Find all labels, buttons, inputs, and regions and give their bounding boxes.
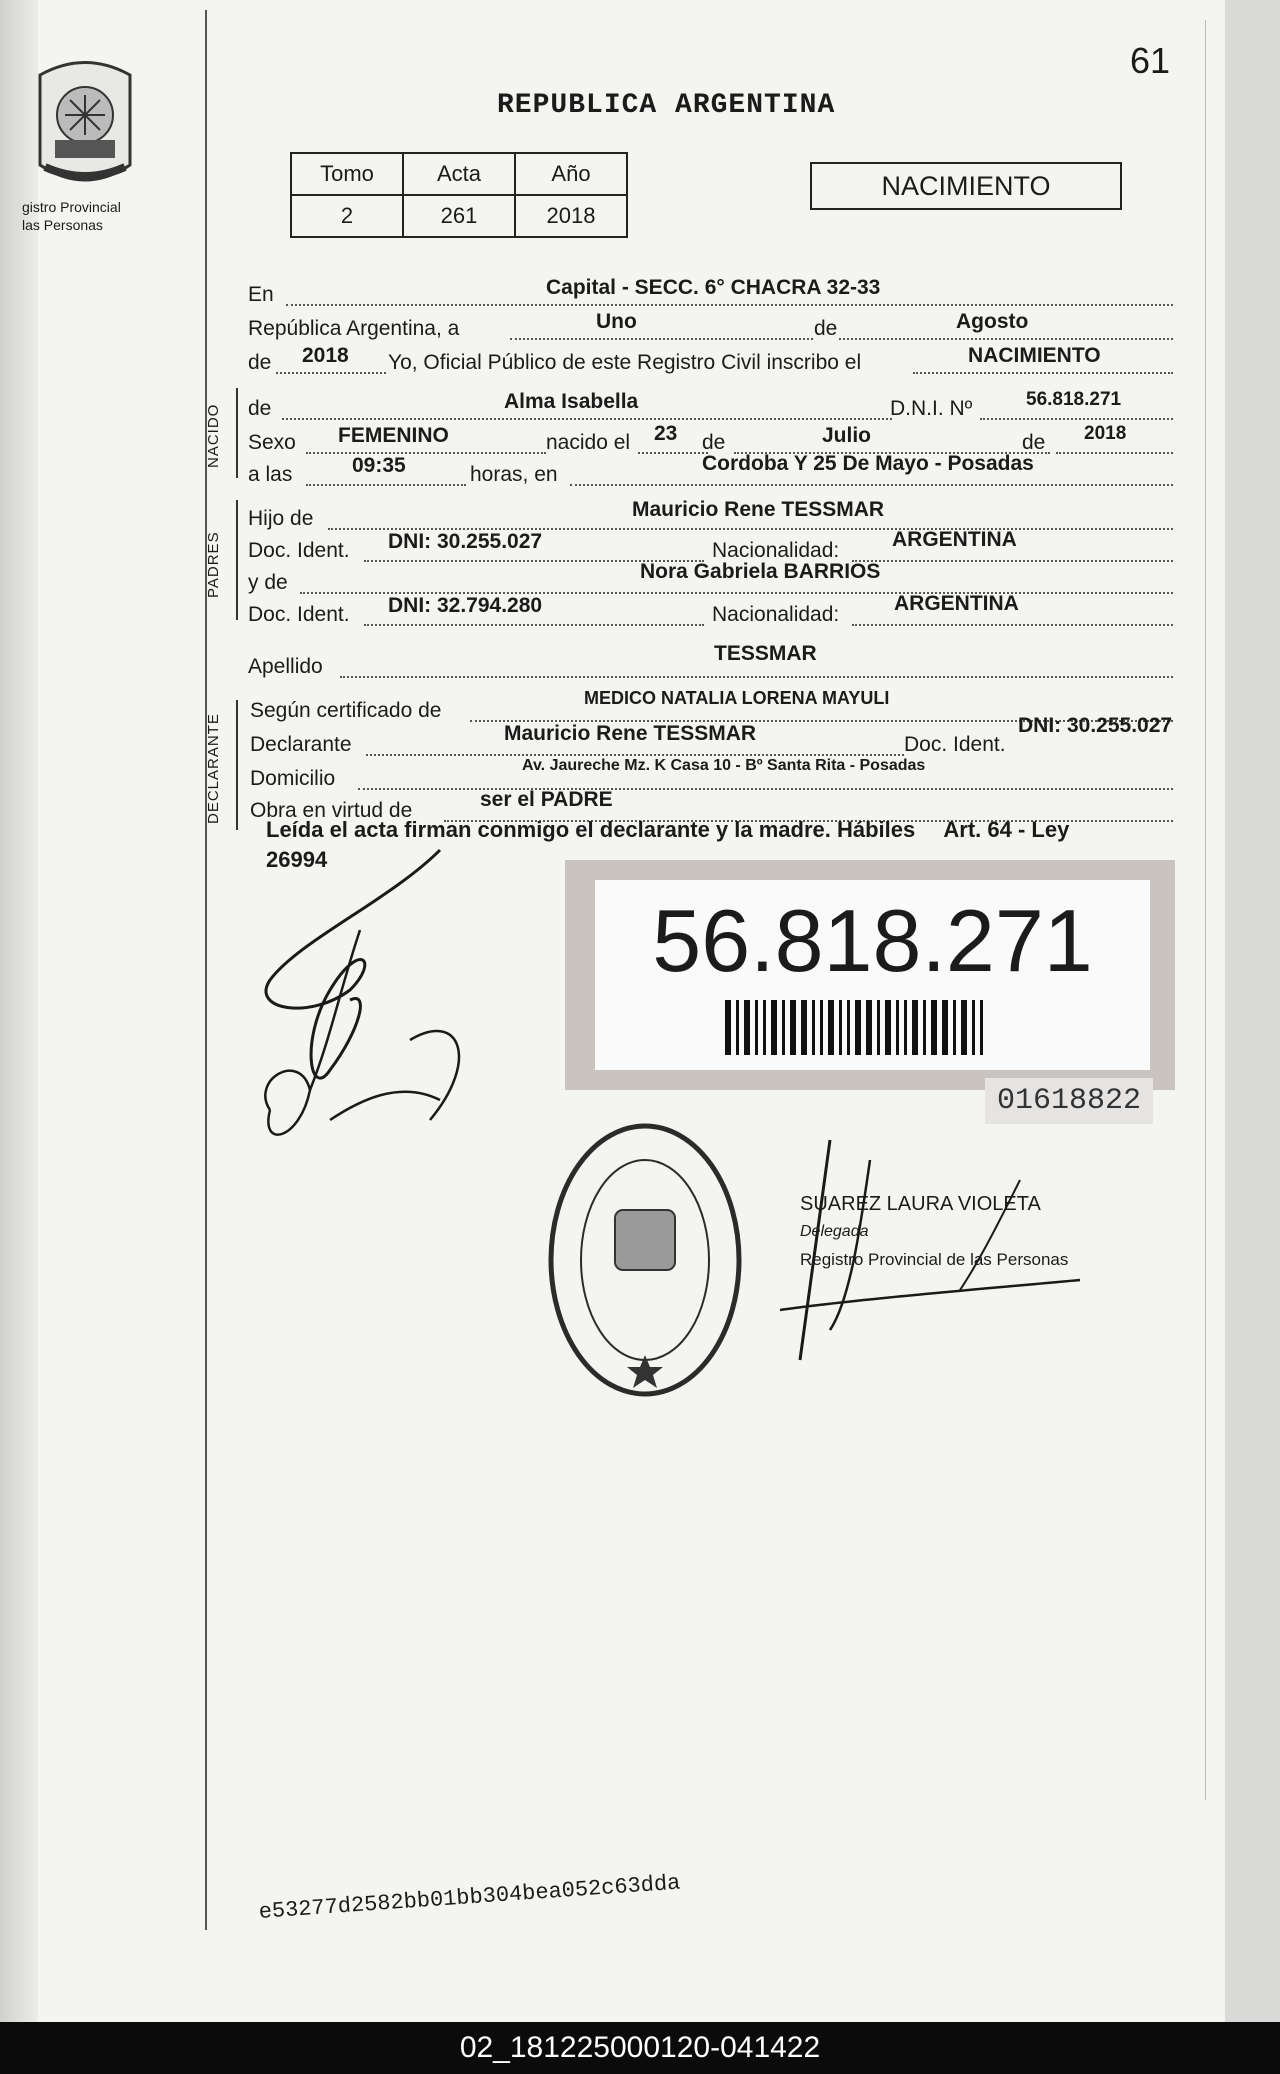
father-name-value: Mauricio Rene TESSMAR bbox=[632, 498, 885, 521]
barcode-bar bbox=[736, 1000, 739, 1055]
declarante-section-label: DECLARANTE bbox=[205, 713, 222, 824]
intro-line-1 bbox=[248, 276, 1173, 310]
child-dni-value: 56.818.271 bbox=[1026, 389, 1122, 410]
nacido-bracket bbox=[236, 388, 238, 478]
padres-line-1 bbox=[248, 498, 1173, 534]
padres-section-label: PADRES bbox=[205, 531, 222, 598]
declarante-doc-value: DNI: 30.255.027 bbox=[1018, 714, 1173, 737]
logo-caption bbox=[22, 198, 121, 234]
acta-value: 261 bbox=[403, 195, 515, 237]
child-name-value: Alma Isabella bbox=[504, 390, 639, 413]
mother-nat-value: ARGENTINA bbox=[894, 592, 1019, 615]
tomo-header: Tomo bbox=[291, 153, 403, 195]
official-signature-icon bbox=[770, 1130, 1090, 1370]
barcode-bar bbox=[931, 1000, 937, 1055]
yde-label: y de bbox=[248, 571, 288, 594]
month-value: Agosto bbox=[956, 310, 1029, 333]
nacido-line-1 bbox=[248, 389, 1173, 424]
logo-caption-line1: gistro Provincial bbox=[22, 199, 121, 215]
official-name: SUAREZ LAURA VIOLETA bbox=[800, 1193, 1041, 1215]
barcode-bar bbox=[801, 1000, 807, 1055]
horas-label: horas, en bbox=[470, 463, 558, 486]
declarante-doc-label: Doc. Ident. bbox=[904, 733, 1006, 756]
barcode-bar bbox=[904, 1000, 907, 1055]
barcode-bar bbox=[763, 1000, 766, 1055]
statement-text: Yo, Oficial Público de este Registro Civil inscribo el bbox=[388, 351, 862, 374]
father-nat-value: ARGENTINA bbox=[892, 528, 1017, 551]
birth-place-value: Cordoba Y 25 De Mayo - Posadas bbox=[702, 452, 1034, 475]
intro-line-3 bbox=[248, 344, 1173, 378]
barcode-bar bbox=[828, 1000, 834, 1055]
tomo-value: 2 bbox=[291, 195, 403, 237]
barcode-bar bbox=[839, 1000, 842, 1055]
father-doc-value: DNI: 30.255.027 bbox=[388, 530, 543, 553]
acta-header: Acta bbox=[403, 153, 515, 195]
birth-year-value: 2018 bbox=[1084, 423, 1127, 444]
birth-time-value: 09:35 bbox=[352, 454, 406, 477]
barcode-bar bbox=[782, 1000, 785, 1055]
barcode-bar bbox=[953, 1000, 956, 1055]
declarant-signature-icon bbox=[240, 840, 500, 1180]
dni-label: D.N.I. Nº bbox=[890, 397, 973, 420]
official-org: Registro Provincial de las Personas bbox=[800, 1250, 1069, 1269]
barcode-bar bbox=[744, 1000, 750, 1055]
mother-doc-label: Doc. Ident. bbox=[248, 603, 350, 626]
barcode-bar bbox=[912, 1000, 918, 1055]
padres-line-3 bbox=[248, 560, 1173, 598]
barcode-bar bbox=[790, 1000, 796, 1055]
barcode-bar bbox=[847, 1000, 850, 1055]
padres-line-4 bbox=[248, 592, 1173, 630]
obra-label: Obra en virtud de bbox=[250, 799, 413, 822]
official-role: Delegada bbox=[800, 1223, 869, 1240]
margin-line bbox=[205, 10, 207, 1930]
barcode-bar bbox=[812, 1000, 815, 1055]
year-value: 2018 bbox=[302, 344, 349, 367]
mother-doc-value: DNI: 32.794.280 bbox=[388, 594, 543, 617]
barcode-bar bbox=[961, 1000, 967, 1055]
birth-day-value: 23 bbox=[654, 422, 678, 445]
dni-stamp bbox=[565, 860, 1175, 1090]
barcode-bar bbox=[972, 1000, 975, 1055]
official-seal-icon bbox=[545, 1120, 745, 1400]
act-value: NACIMIENTO bbox=[968, 344, 1101, 367]
right-margin-line bbox=[1205, 20, 1206, 1800]
day-value: Uno bbox=[596, 310, 637, 333]
barcode-bar bbox=[755, 1000, 758, 1055]
mother-nat-label: Nacionalidad: bbox=[712, 603, 840, 626]
logo-caption-line2: las Personas bbox=[22, 217, 103, 233]
de2-label: de bbox=[248, 351, 272, 374]
obra-value: ser el PADRE bbox=[480, 788, 613, 811]
barcode-bar bbox=[923, 1000, 926, 1055]
nacido-section-label: NACIDO bbox=[205, 403, 222, 468]
page-number: 61 bbox=[1130, 40, 1171, 81]
sexo-label: Sexo bbox=[248, 431, 296, 454]
closing-statement: Leída el acta firman conmigo el declarante y la madre. Hábiles bbox=[266, 817, 916, 842]
apellido-label: Apellido bbox=[248, 655, 323, 678]
declarante-line-3 bbox=[248, 757, 1173, 794]
birth-de2-label: de bbox=[1022, 431, 1046, 454]
barcode-bar bbox=[725, 1000, 731, 1055]
anio-value: 2018 bbox=[515, 195, 627, 237]
registry-table bbox=[290, 152, 628, 238]
provincial-emblem-icon bbox=[30, 55, 140, 195]
act-type-box: NACIMIENTO bbox=[810, 162, 1122, 210]
apellido-line bbox=[248, 642, 1173, 682]
father-nat-label: Nacionalidad: bbox=[712, 539, 840, 562]
place-value: Capital - SECC. 6° CHACRA 32-33 bbox=[546, 276, 881, 299]
dni-stamp-label bbox=[595, 880, 1150, 1070]
document-hash: e53277d2582bb01bb304bea052c63dda bbox=[258, 1870, 682, 1925]
document-title: REPUBLICA ARGENTINA bbox=[497, 90, 836, 121]
barcode-bar bbox=[866, 1000, 872, 1055]
barcode-bar bbox=[980, 1000, 983, 1055]
declarante-value: Mauricio Rene TESSMAR bbox=[504, 722, 757, 745]
nacido-de-label: de bbox=[248, 397, 272, 420]
closing-law: 26994 bbox=[266, 847, 328, 872]
domicilio-label: Domicilio bbox=[250, 767, 336, 790]
closing-article: Art. 64 - Ley bbox=[943, 817, 1070, 842]
cert-value: MEDICO NATALIA LORENA MAYULI bbox=[584, 688, 890, 708]
barcode-bar bbox=[855, 1000, 861, 1055]
hijo-label: Hijo de bbox=[248, 507, 314, 530]
barcode-bar bbox=[896, 1000, 899, 1055]
alas-label: a las bbox=[248, 463, 293, 486]
mother-name-value: Nora Gabriela BARRIOS bbox=[640, 560, 881, 583]
de-label: de bbox=[814, 314, 837, 344]
domicilio-value: Av. Jaureche Mz. K Casa 10 - Bº Santa Rita - Posadas bbox=[522, 757, 926, 774]
birth-month-value: Julio bbox=[822, 424, 872, 447]
padres-bracket bbox=[236, 500, 238, 620]
cert-label: Según certificado de bbox=[250, 699, 442, 722]
binding-gutter bbox=[0, 0, 38, 2022]
sexo-value: FEMENINO bbox=[338, 424, 449, 447]
dni-stamp-number: 56.818.271 bbox=[652, 891, 1093, 990]
birth-de-label: de bbox=[702, 431, 726, 454]
apellido-value: TESSMAR bbox=[714, 642, 817, 665]
father-doc-label: Doc. Ident. bbox=[248, 539, 350, 562]
barcode-bar bbox=[771, 1000, 777, 1055]
nacido-el-label: nacido el bbox=[546, 431, 631, 454]
serial-number: 01618822 bbox=[985, 1078, 1153, 1124]
barcode-icon bbox=[725, 1000, 1025, 1055]
en-label: En bbox=[248, 283, 274, 306]
barcode-bar bbox=[820, 1000, 823, 1055]
barcode-bar bbox=[877, 1000, 880, 1055]
barcode-bar bbox=[885, 1000, 891, 1055]
nacido-line-3 bbox=[248, 452, 1173, 490]
barcode-bar bbox=[942, 1000, 948, 1055]
republica-label: República Argentina, a bbox=[248, 317, 460, 340]
declarante-label: Declarante bbox=[250, 733, 352, 756]
anio-header: Año bbox=[515, 153, 627, 195]
intro-line-2 bbox=[248, 310, 1173, 344]
footer-id-bar: 02_181225000120-041422 bbox=[0, 2022, 1280, 2074]
declarante-bracket bbox=[236, 700, 238, 830]
